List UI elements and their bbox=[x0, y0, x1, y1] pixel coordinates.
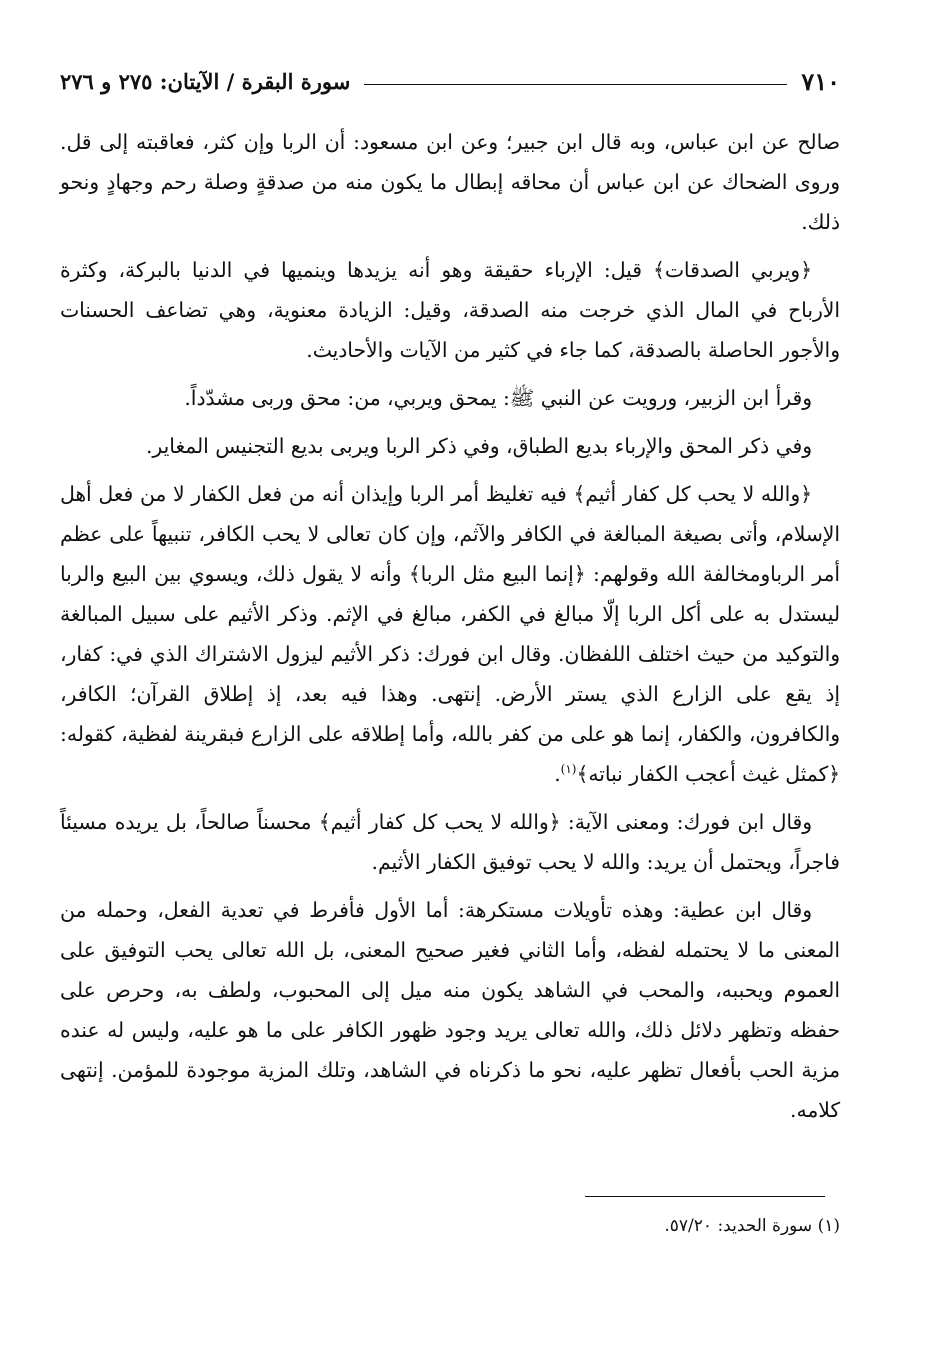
paragraph-1: صالح عن ابن عباس، وبه قال ابن جبير؛ وعن ابن مسعود: أن الربا وإن كثر، فعاقبته إلى قل. وروى الضحاك عن ابن عباس أن محاقه إبطال ما يكون منه من صدقةٍ وصلة رحم وجهادٍ ونحو ذلك. bbox=[60, 130, 840, 234]
paragraph-3: وقرأ ابن الزبير، ورويت عن النبي ﷺ: يمحق ويربي، من: محق وربى مشدّداً. bbox=[184, 386, 812, 410]
paragraph-5-text: ﴿والله لا يحب كل كفار أثيم﴾ فيه تغليظ أمر الربا وإيذان أنه من فعل الكفار لا من فعل أهل الإسلام، وأتى بصيغة المبالغة في الكافر والآثم، وإن كان تعالى لا يحب الكافر، تنبيهاً على عظم أمر الرباومخالفة الله وقولهم: ﴿إنما البيع مثل الربا﴾ وأنه لا يقول ذلك، ويسوي بين البيع والربا ليستدل به على أكل الربا إلّا مبالغ في الكفر، مبالغ في الإثم. وذكر الأثيم على سبيل المبالغة والتوكيد من حيث اختلف اللفظان. وقال ابن فورك: ذكر الأثيم ليزول الاشتراك الذي في: كفار، إذ يقع على الزارع الذي يستر الأرض. إنتهى. وهذا فيه بعد، إذ إطلاق القرآن؛ الكافر، والكافرون، والكفار، إنما هو على من كفر بالله، وأما إطلاقه على الزارع فبقرينة لفظية، كقوله: ﴿كمثل غيث أعجب الكفار نباته﴾ bbox=[60, 482, 840, 786]
footnote-separator bbox=[585, 1196, 825, 1197]
footnote: (١) سورة الحديد: ٥٧/٢٠. bbox=[664, 1216, 840, 1236]
footnote-reference: (١) bbox=[560, 762, 577, 777]
paragraph-7: وقال ابن عطية: وهذه تأويلات مستكرهة: أما الأول فأفرط في تعدية الفعل، وحمله من المعنى ما لا يحتمله لفظه، وأما الثاني فغير صحيح المعنى، بل الله تعالى يحب التوفيق على العموم ويحببه، والمحب في الشاهد يكون منه ميل إلى المحبوب، ولطف به، وحرص على حفظه وتظهر دلائل ذلك، والله تعالى يريد وجود ظهور الكافر على ما هو عليه، وليس له عنده مزية الحب بأفعال تظهر عليه، نحو ما ذكرناه في الشاهد، وتلك المزية موجودة للمؤمن. إنتهى كلامه. bbox=[60, 898, 840, 1122]
paragraph-2: ﴿ويربي الصدقات﴾ قيل: الإرباء حقيقة وهو أنه يزيدها وينميها في الدنيا بالبركة، وكثرة الأرباح في المال الذي خرجت منه الصدقة، وقيل: الزيادة معنوية، وهي تضاعف الحسنات والأجور الحاصلة بالصدقة، كما جاء في كثير من الآيات والأحاديث. bbox=[60, 258, 840, 362]
page-number: ٧١٠ bbox=[801, 66, 840, 96]
paragraph-5: ﴿والله لا يحب كل كفار أثيم﴾ فيه تغليظ أمر الربا وإيذان أنه من فعل الكفار لا من فعل أهل الإسلام، وأتى بصيغة المبالغة في الكافر والآثم، وإن كان تعالى لا يحب الكافر، تنبيهاً على عظم أمر الرباومخالفة الله وقولهم: ﴿إنما البيع مثل الربا﴾ وأنه لا يقول ذلك، ويسوي بين البيع والربا ليستدل به على أكل الربا إلّا مبالغ في الكفر، مبالغ في الإثم. وذكر الأثيم على سبيل المبالغة والتوكيد من حيث اختلف اللفظان. وقال ابن فورك: ذكر الأثيم ليزول الاشتراك الذي في: كفار، إذ يقع على الزارع الذي يستر الأرض. إنتهى. وهذا فيه بعد، إذ إطلاق القرآن؛ الكافر، والكافرون، والكفار، إنما هو على من كفر بالله، وأما إطلاقه على الزارع فبقرينة لفظية، كقوله: ﴿كمثل غيث أعجب الكفار نباته﴾$^{(١)}$. bbox=[60, 482, 840, 786]
header-rule bbox=[364, 84, 787, 85]
paragraph-6: وقال ابن فورك: ومعنى الآية: ﴿والله لا يحب كل كفار أثيم﴾ محسناً صالحاً، بل يريده مسيئاً فاجراً، ويحتمل أن يريد: والله لا يحب توفيق الكفار الأثيم. bbox=[60, 810, 840, 874]
main-text bbox=[60, 122, 840, 1138]
running-header bbox=[60, 64, 840, 98]
header-title: سورة البقرة / الآيتان: ٢٧٥ و ٢٧٦ bbox=[60, 68, 351, 94]
paragraph-4: وفي ذكر المحق والإرباء بديع الطباق، وفي ذكر الربا ويربى بديع التجنيس المغاير. bbox=[145, 434, 812, 458]
